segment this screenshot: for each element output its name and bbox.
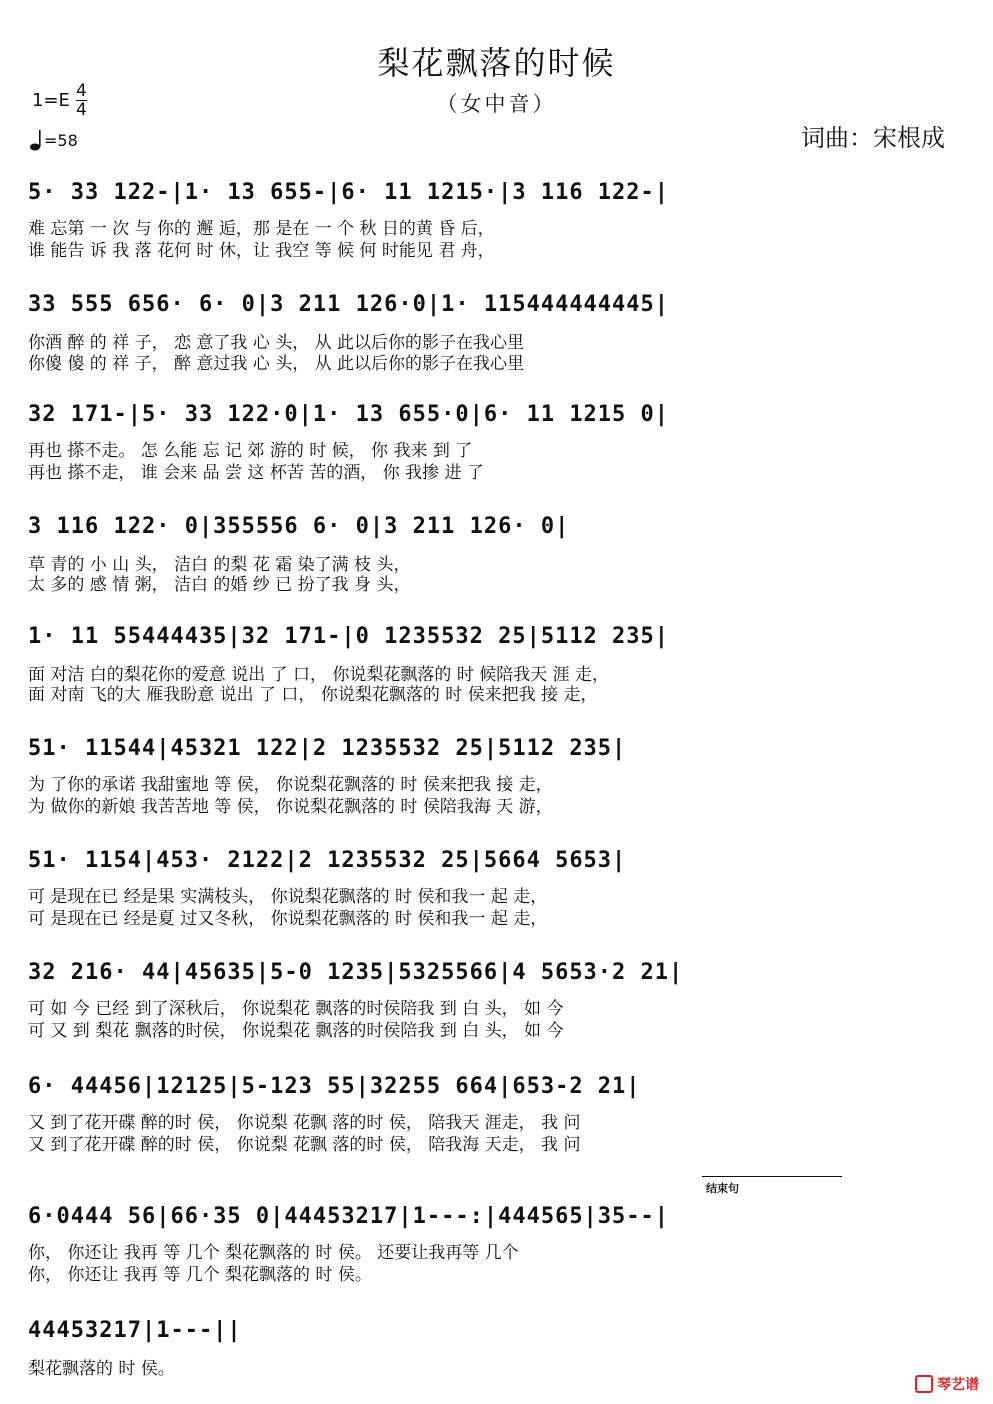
notes-line: 6·0444 56|66·35 0|44453217|1---:|444565|35--|	[28, 1204, 670, 1229]
notes-line: 33 555 656· 6· 0|3 211 126·0|1· 115444444445|	[28, 292, 670, 317]
watermark	[915, 1374, 979, 1394]
tempo-value: =58	[44, 130, 78, 150]
lyric-verse2: 面 对南 飞的大 雁我盼意 说出 了 口， 你说梨花飘落的 时 侯来把我 接 走，	[28, 685, 598, 705]
lyric-verse2: 谁 能告 诉 我 落 花何 时 休，让 我空 等 候 何 时能见 君 舟，	[28, 241, 495, 261]
notes-line: 44453217|1---||	[28, 1318, 242, 1343]
tempo-mark	[30, 128, 78, 152]
lyric-verse1: 面 对洁 白的梨花你的爱意 说出 了 口， 你说梨花飘落的 时 候陪我天 涯 走，	[28, 665, 610, 685]
notes-line: 5· 33 122-|1· 13 655-|6· 11 1215·|3 116 122-|	[28, 180, 670, 205]
lyric-verse1: 可 是现在已 经是果 实满枝头， 你说梨花飘落的 时 侯和我一 起 走，	[28, 887, 548, 907]
time-top: 4	[76, 81, 87, 101]
voice-subtitle: （女中音）	[436, 92, 557, 116]
lyric-verse1: 你酒 醉 的 祥 子， 恋 意了我 心 头， 从 此以后你的影子在我心里	[28, 333, 525, 353]
qinyipu-logo-icon	[915, 1375, 933, 1393]
credits: 词曲：宋根成	[801, 124, 945, 152]
lyric-verse1: 梨花飘落的 时 侯。	[28, 1359, 175, 1379]
notes-line: 6· 44456|12125|5-123 55|32255 664|653-2 21|	[28, 1074, 641, 1099]
notes-line: 51· 1154|453· 2122|2 1235532 25|5664 5653|	[28, 848, 627, 873]
ending-bracket	[702, 1176, 842, 1177]
lyric-verse2: 为 做你的新娘 我苦苦地 等 侯， 你说梨花飘落的 时 侯陪我海 天 游，	[28, 797, 553, 817]
lyric-verse1: 为 了你的承诺 我甜蜜地 等 侯， 你说梨花飘落的 时 侯来把我 接 走，	[28, 775, 553, 795]
notes-line: 32 171-|5· 33 122·0|1· 13 655·0|6· 11 1215 0|	[28, 402, 670, 427]
watermark-text: 琴艺谱	[937, 1377, 979, 1393]
lyric-verse2: 你傻 傻 的 祥 子， 醉 意过我 心 头， 从 此以后你的影子在我心里	[28, 354, 525, 374]
notes-line: 3 116 122· 0|355556 6· 0|3 211 126· 0|	[28, 514, 570, 539]
lyric-verse2: 可 是现在已 经是夏 过又冬秋， 你说梨花飘落的 时 侯和我一 起 走，	[28, 909, 548, 929]
lyric-verse2: 太 多的 感 情 粥， 洁白 的婚 纱 已 扮了我 身 头，	[28, 575, 411, 595]
lyric-verse2: 你， 你还让 我再 等 几个 梨花飘落的 时 侯。	[28, 1265, 372, 1285]
lyric-verse2: 再也 搽不走， 谁 会来 品 尝 这 杯苦 苦的酒， 你 我掺 进 了	[28, 463, 484, 483]
ending-label: 结束句	[706, 1182, 739, 1195]
notes-line: 32 216· 44|45635|5-0 1235|5325566|4 5653·2 21|	[28, 960, 684, 985]
lyric-verse1: 你， 你还让 我再 等 几个 梨花飘落的 时 侯。 还要让我再等 几个	[28, 1243, 519, 1263]
lyric-verse2: 可 又 到 梨花 飘落的时侯， 你说梨花 飘落的时侯陪我 到 白 头， 如 今	[28, 1021, 564, 1041]
quarter-note-icon	[30, 128, 42, 152]
lyric-verse1: 难 忘第 一 次 与 你的 邂 逅，那 是在 一 个 秋 日的黄 昏 后，	[28, 219, 495, 239]
key-signature: 1=E	[32, 90, 70, 111]
lyric-verse1: 又 到了花开碟 醉的时 侯， 你说梨 花飘 落的时 侯， 陪我天 涯走， 我 问	[28, 1113, 581, 1133]
notes-line: 1· 11 55444435|32 171-|0 1235532 25|5112 235|	[28, 624, 670, 649]
page-title: 梨花飘落的时候	[377, 44, 616, 82]
lyric-verse1: 再也 搽不走。 怎 么能 忘 记 郊 游的 时 候， 你 我来 到 了	[28, 441, 473, 461]
lyric-verse2: 又 到了花开碟 醉的时 侯， 你说梨 花飘 落的时 侯， 陪我海 天走， 我 问	[28, 1135, 581, 1155]
lyric-verse1: 草 青的 小 山 头， 洁白 的梨 花 霜 染了满 枝 头，	[28, 555, 411, 575]
notes-line: 51· 11544|45321 122|2 1235532 25|5112 235|	[28, 736, 627, 761]
time-bottom: 4	[76, 100, 87, 120]
lyric-verse1: 可 如 今 已经 到了深秋后， 你说梨花 飘落的时侯陪我 到 白 头， 如 今	[28, 999, 564, 1019]
time-signature	[76, 82, 87, 119]
